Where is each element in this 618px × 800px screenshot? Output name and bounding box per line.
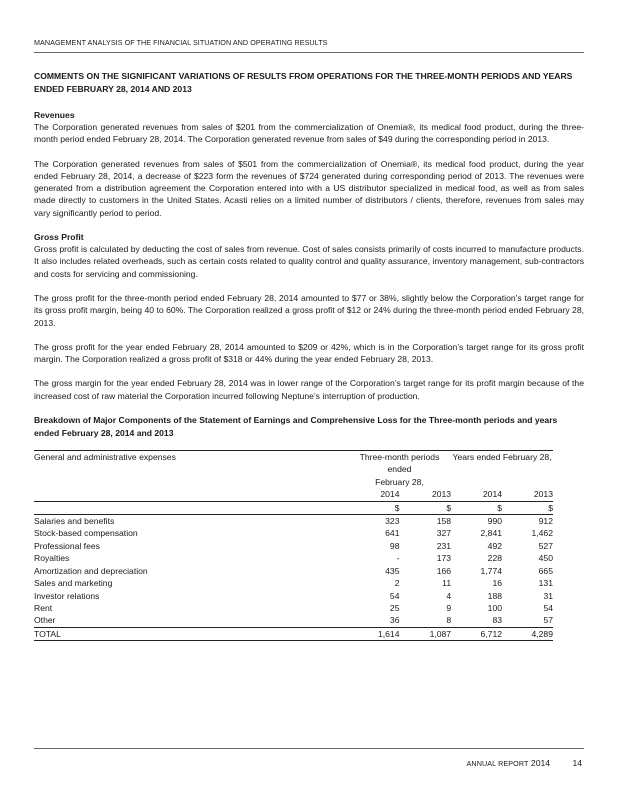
row-value: 450 (538, 553, 553, 564)
row-label: Salaries and benefits (34, 516, 115, 527)
total-value: 6,712 (451, 627, 502, 640)
row-value: 4 (446, 590, 452, 601)
row-value: 492 (487, 540, 503, 551)
row-value: 57 (502, 614, 553, 627)
row-label: Stock-based compensation (34, 528, 138, 539)
row-label: Rent (34, 602, 53, 613)
footer-year: 2014 (530, 758, 551, 768)
total-value: 1,614 (348, 627, 400, 640)
row-value: 173 (436, 553, 452, 564)
unit-cell: $ (451, 501, 502, 514)
header-rule (34, 52, 584, 53)
revenues-paragraph-2: The Corporation generated revenues from sales of $501 from the commercialization of Onemia®, its medical food product, during the year ended February 28, 2014, a decrease of $223 form the revenues of $724 generated during corresponding period of 2013. The revenues were generated from a distribution agreement the Corporation entered into with a US distributor specialized in medical food, as well as from sales made directly to customers in the United States. Acasti relies on a limited number of distributors / clients, therefore, revenues from sales may vary significantly period to period. (34, 158, 584, 218)
footer-rule (34, 748, 584, 749)
row-value: 31 (543, 590, 553, 601)
total-value: 1,087 (399, 627, 451, 640)
row-label: Royalties (34, 553, 70, 564)
table-title: Breakdown of Major Components of the Statement of Earnings and Comprehensive Loss for the Three-month periods and years ended February 28, 2014 and 2013 (34, 415, 558, 438)
row-value: 641 (385, 528, 400, 539)
gross-profit-paragraph-1: Gross profit is calculated by deducting the cost of sales from revenue. Cost of sales consists primarily of costs incurred to manufacture products. It also includes related overheads, such as certain costs related to quality control and quality assurance, inventory management, sub-contractors and costs for servicing and commissioning. (34, 244, 584, 279)
gross-profit-paragraph-2: The gross profit for the three-month period ended February 28, 2014 amounted to $77 or 38%, slightly below the Corporation’s target range for its gross profit margin, being 40 to 60%. The Corporation realized a gross profit of $12 or 24% during the three-month period ended February 28, 2013. (34, 292, 584, 328)
revenues-heading: Revenues (34, 110, 75, 120)
row-value: 231 (436, 540, 452, 551)
footer-label: ANNUAL REPORT (466, 759, 529, 768)
unit-cell: $ (399, 501, 451, 514)
row-value: 323 (385, 516, 400, 527)
row-value: 9 (446, 602, 452, 613)
row-value: 131 (538, 578, 553, 589)
table-row (34, 540, 553, 552)
row-value: 158 (436, 516, 452, 527)
row-value: 11 (442, 578, 452, 589)
row-value: 228 (487, 553, 503, 564)
row-value: 527 (538, 540, 553, 551)
row-value: 1,774 (480, 565, 503, 576)
row-value: 435 (385, 565, 400, 576)
unit-row (34, 501, 553, 514)
gross-profit-paragraph-3: The gross profit for the year ended February 28, 2014 amounted to $209 or 42%, which is in the Corporation’s target range for its gross profit margin. The Corporation realized a gross profit of $318 or 44% during the year ended February 28, 2013. (34, 341, 584, 365)
row-label: Amortization and depreciation (34, 565, 148, 576)
row-label: Sales and marketing (34, 578, 113, 589)
table-row (34, 602, 553, 614)
page-footer (467, 758, 582, 768)
years-group-header: Years ended February 28, (451, 451, 553, 489)
row-value: 166 (436, 565, 452, 576)
row-value: 8 (399, 614, 451, 627)
page-number: 14 (572, 758, 582, 768)
gross-profit-heading: Gross Profit (34, 232, 84, 243)
row-value: 2,841 (480, 528, 503, 539)
row-value: 912 (538, 516, 553, 527)
table-row (34, 527, 553, 539)
table-row (34, 577, 553, 589)
row-value: 188 (487, 590, 503, 601)
row-value: 54 (543, 602, 553, 613)
row-value: 54 (389, 590, 400, 601)
year-header-row (34, 488, 553, 501)
row-value: 665 (538, 565, 553, 576)
section-title: COMMENTS ON THE SIGNIFICANT VARIATIONS OF RESULTS FROM OPERATIONS FOR THE THREE-MONTH PERIODS AND YEARS ENDED FEBRUARY 28, 2014 AND 2013 (34, 71, 573, 94)
table-row (34, 515, 553, 528)
row-value: 1,462 (531, 528, 553, 539)
row-label: Investor relations (34, 590, 100, 601)
gross-profit-paragraph-4: The gross margin for the year ended February 28, 2014 was in lower range of the Corporation’s target range for its profit margin because of the increased cost of raw material the Corporation incurred following Neptune’s interruption of production. (34, 378, 584, 401)
row-value: 2 (394, 578, 400, 589)
year-header: 2013 (399, 488, 451, 501)
table-row (34, 565, 553, 577)
expenses-table (34, 450, 553, 641)
unit-cell: $ (502, 501, 553, 514)
row-label: Other (34, 614, 348, 627)
main-content (34, 70, 584, 641)
year-header: 2014 (451, 488, 502, 501)
total-row (34, 627, 553, 640)
table-header-row (34, 451, 553, 489)
row-value: 327 (436, 528, 452, 539)
row-value: 36 (348, 614, 400, 627)
three-month-group-header (348, 451, 451, 489)
three-month-header-line-2: February 28, (375, 476, 424, 487)
year-header: 2013 (502, 488, 553, 501)
row-value: 16 (492, 578, 503, 589)
table-row (34, 552, 553, 564)
three-month-header-line-1: Three-month periods ended (359, 452, 440, 475)
label-column-header: General and administrative expenses (34, 451, 348, 489)
total-value: 4,289 (502, 627, 553, 640)
total-label: TOTAL (34, 627, 348, 640)
row-value: 98 (389, 540, 400, 551)
row-value: 25 (389, 602, 400, 613)
row-value: 83 (451, 614, 502, 627)
revenues-paragraph-1: The Corporation generated revenues from sales of $201 from the commercialization of Onemia®, its medical food product, during the three-month period ended February 28, 2014. The Corporation generated revenue from sales of $49 during the corresponding period in 2013. (34, 122, 584, 145)
table-row (34, 590, 553, 602)
row-label: Professional fees (34, 540, 100, 551)
year-header: 2014 (348, 488, 400, 501)
unit-cell: $ (348, 501, 400, 514)
row-value: 100 (487, 602, 503, 613)
row-value: - (396, 553, 400, 564)
row-value: 990 (487, 516, 503, 527)
table-row (34, 614, 553, 627)
running-head: MANAGEMENT ANALYSIS OF THE FINANCIAL SITUATION AND OPERATING RESULTS (34, 38, 328, 47)
